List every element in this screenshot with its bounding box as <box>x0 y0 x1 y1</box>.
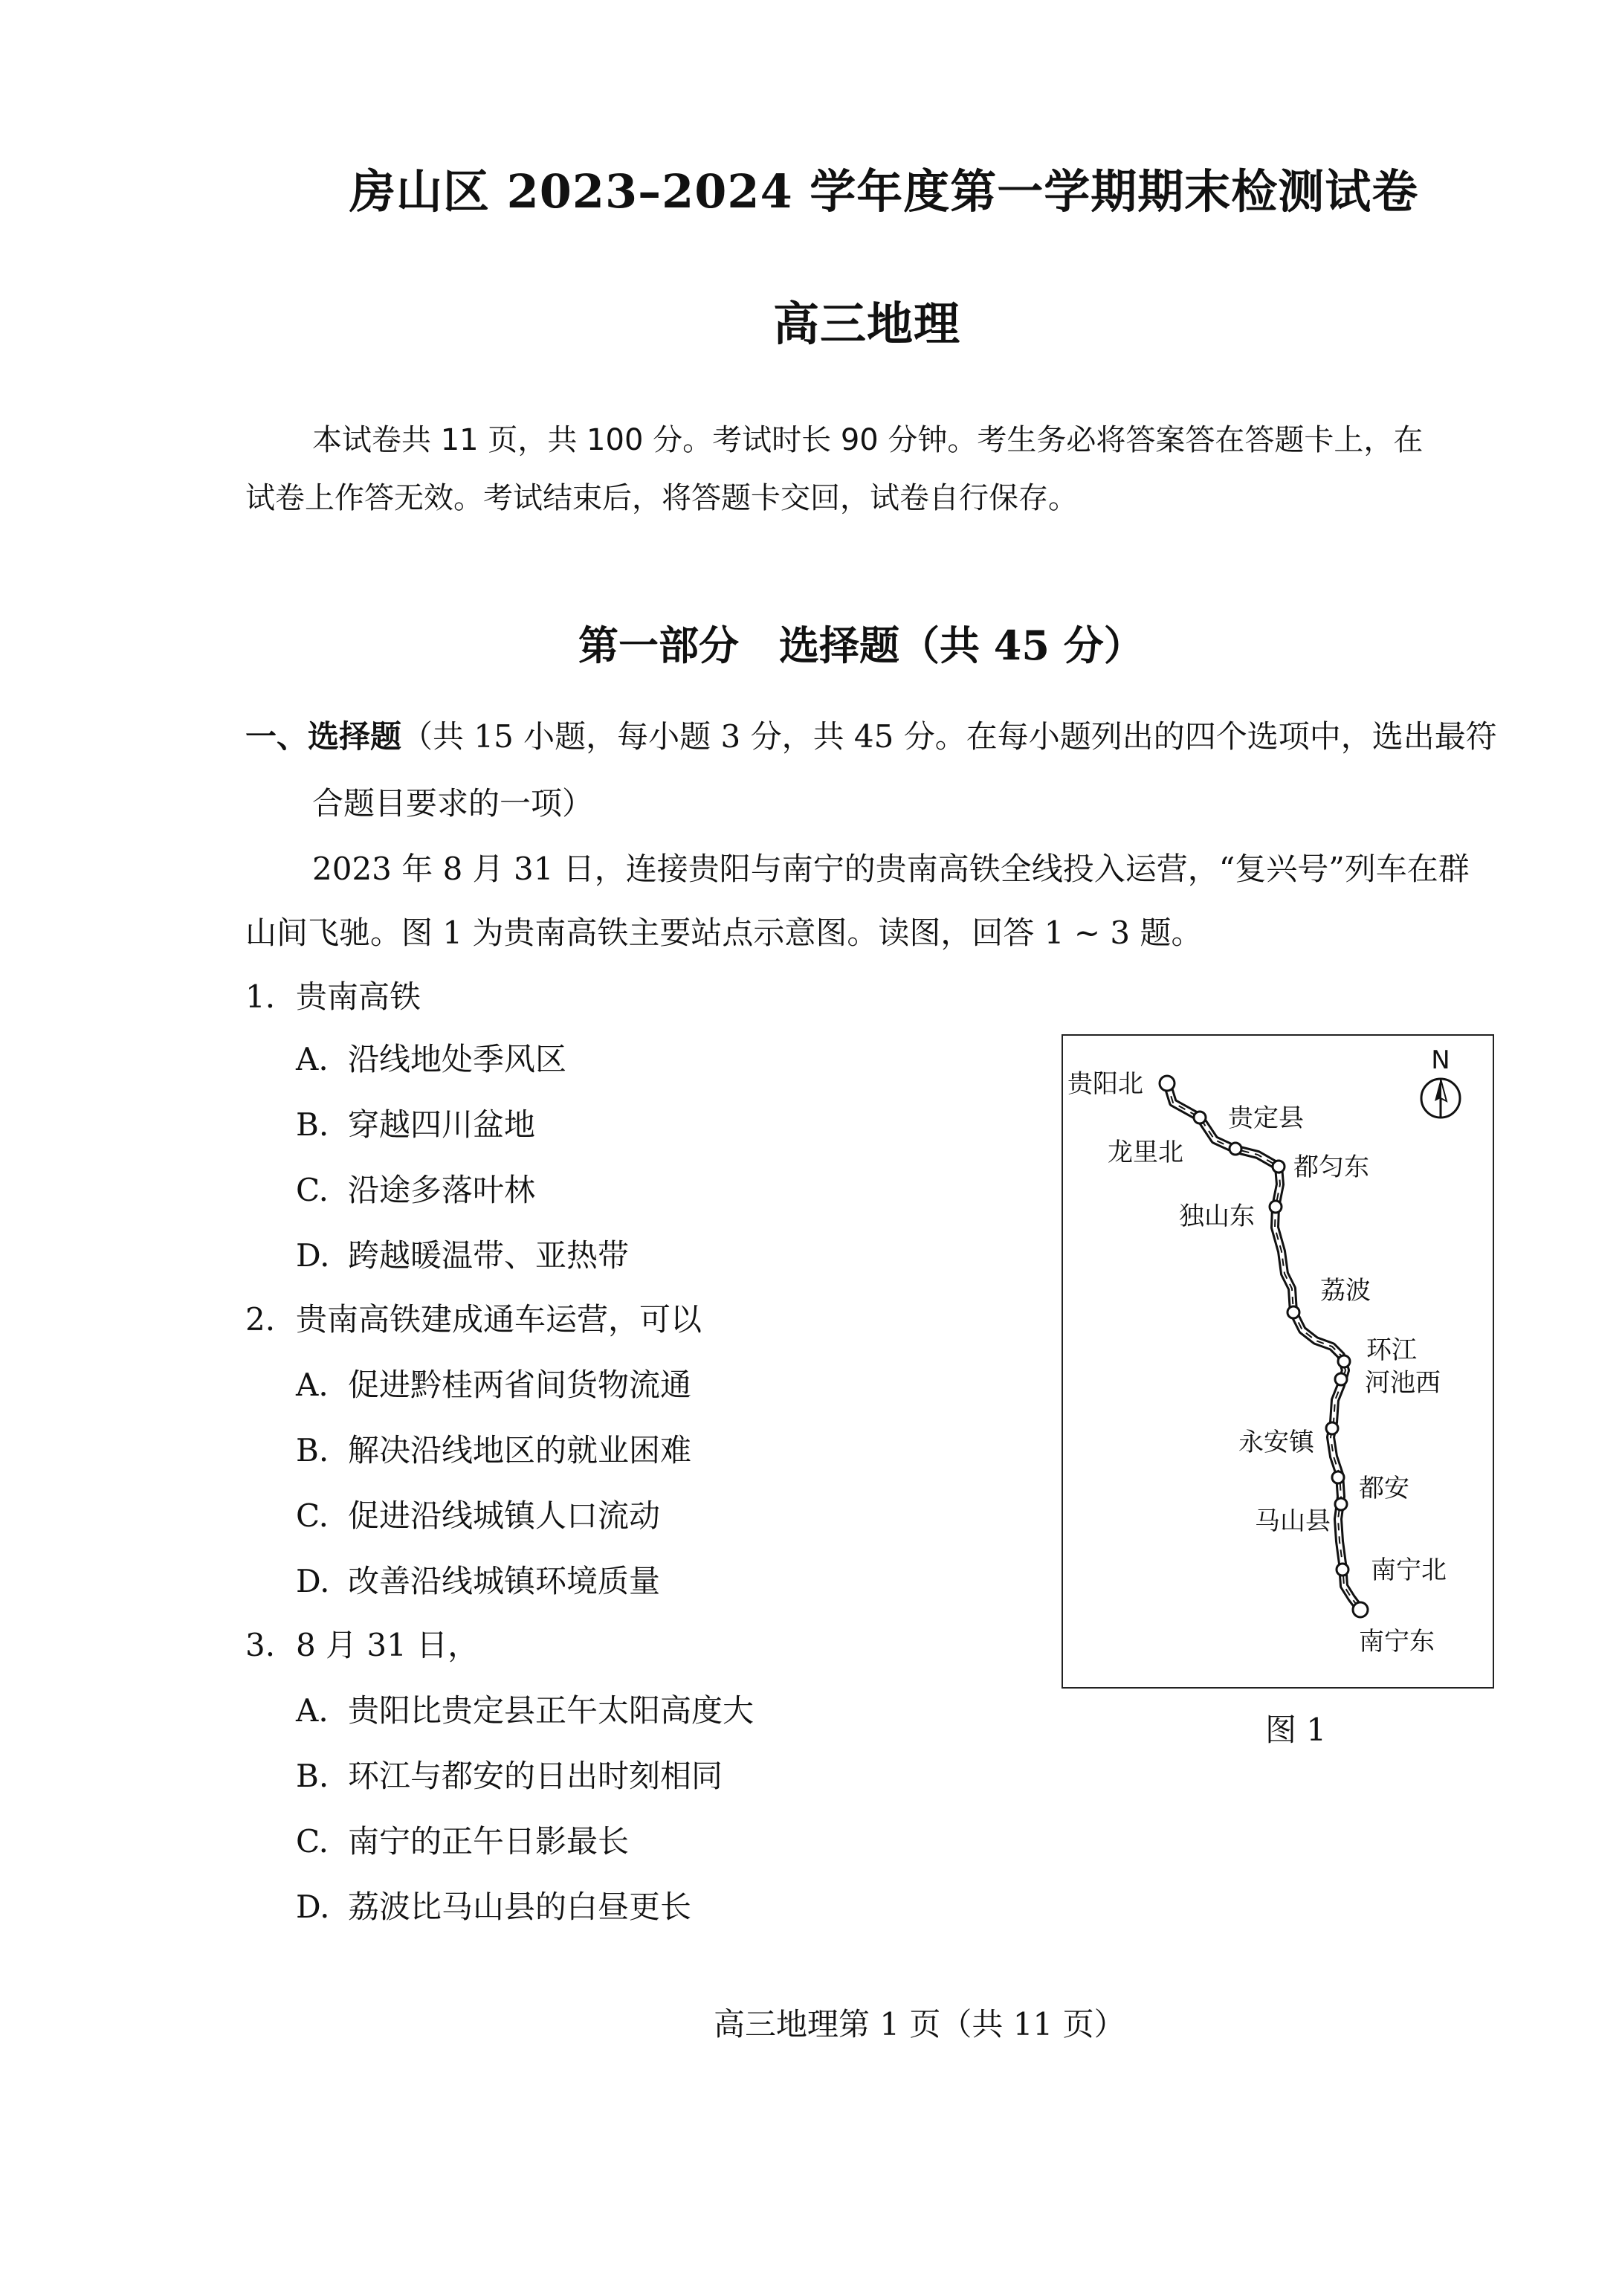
option-text: 改善沿线城镇环境质量 <box>348 1563 661 1599</box>
option-text: 沿线地处季风区 <box>348 1041 567 1077</box>
station-label: 贵定县 <box>1228 1103 1304 1133</box>
question-1-option-c[interactable] <box>296 1166 535 1210</box>
option-letter: D. <box>296 1563 330 1599</box>
station-marker-hechixi <box>1335 1373 1347 1385</box>
railway-map-figure <box>1062 1034 1494 1689</box>
option-text: 跨越暖温带、亚热带 <box>348 1237 630 1274</box>
option-letter: B. <box>296 1106 329 1143</box>
station-label: 环江 <box>1366 1335 1417 1365</box>
figure-caption: 图 1 <box>1265 1712 1327 1748</box>
passage-line-1: 2023 年 8 月 31 日，连接贵阳与南宁的贵南高铁全线投入运营，“复兴号”列车在群 <box>312 851 1470 887</box>
question-text: 8 月 31 日， <box>296 1627 479 1663</box>
option-text: 环江与都安的日出时刻相同 <box>348 1758 723 1794</box>
option-text: 解决沿线地区的就业困难 <box>348 1432 692 1468</box>
station-label: 贵阳北 <box>1067 1069 1143 1099</box>
station-marker-huanjiang <box>1338 1355 1350 1367</box>
option-letter: C. <box>296 1497 329 1534</box>
station-label: 都安 <box>1359 1474 1409 1503</box>
option-text: 穿越四川盆地 <box>348 1106 536 1143</box>
question-text: 贵南高铁 <box>296 978 421 1015</box>
option-text: 南宁的正午日影最长 <box>348 1823 630 1860</box>
station-marker-yonganzhen <box>1326 1422 1338 1434</box>
option-letter: B. <box>296 1432 329 1468</box>
subject-title: 高三地理 <box>773 297 961 351</box>
question-1-option-d[interactable] <box>296 1231 629 1276</box>
station-marker-duan <box>1332 1471 1344 1483</box>
question-3-option-a[interactable] <box>296 1686 754 1731</box>
question-number: 3. <box>245 1627 276 1663</box>
question-1-stem <box>245 973 421 1017</box>
option-text: 促进沿线城镇人口流动 <box>348 1497 661 1534</box>
section-description-line-1 <box>245 712 1497 757</box>
option-text: 沿途多落叶林 <box>348 1172 536 1208</box>
station-label: 河池西 <box>1365 1368 1441 1398</box>
station-marker-mashanxian <box>1335 1498 1347 1510</box>
question-2-option-a[interactable] <box>296 1361 691 1405</box>
question-number: 1. <box>245 978 276 1015</box>
station-marker-longlibei <box>1230 1143 1241 1155</box>
option-letter: B. <box>296 1758 329 1794</box>
station-marker-guidingxian <box>1194 1112 1206 1123</box>
station-label: 南宁东 <box>1359 1627 1435 1657</box>
option-text: 促进黔桂两省间货物流通 <box>348 1367 692 1403</box>
section-label: 一、选择题 <box>245 718 402 755</box>
instructions-line-2: 试卷上作答无效。考试结束后，将答题卡交回，试卷自行保存。 <box>245 481 1078 515</box>
question-2-option-b[interactable] <box>296 1426 691 1471</box>
option-letter: D. <box>296 1237 330 1274</box>
question-text: 贵南高铁建成通车运营，可以 <box>296 1301 702 1338</box>
question-3-option-c[interactable] <box>296 1817 629 1862</box>
station-label: 独山东 <box>1179 1202 1255 1231</box>
station-label: 都匀东 <box>1293 1152 1369 1182</box>
part-heading: 第一部分 选择题（共 45 分） <box>578 622 1144 669</box>
section-desc: （共 15 小题，每小题 3 分，共 45 分。在每小题列出的四个选项中，选出最符 <box>401 718 1497 755</box>
station-label: 南宁北 <box>1371 1555 1447 1585</box>
option-text: 贵阳比贵定县正午太阳高度大 <box>348 1692 755 1729</box>
question-1-option-b[interactable] <box>296 1100 535 1145</box>
question-2-option-d[interactable] <box>296 1557 660 1602</box>
station-marker-duyundong <box>1273 1161 1285 1173</box>
station-marker-nanningbei <box>1337 1564 1348 1576</box>
instructions-line-1: 本试卷共 11 页，共 100 分。考试时长 90 分钟。考生务必将答案答在答题卡上，在 <box>312 423 1424 457</box>
option-letter: A. <box>296 1367 329 1403</box>
question-3-option-b[interactable] <box>296 1752 723 1796</box>
option-text: 荔波比马山县的白昼更长 <box>348 1889 692 1925</box>
question-2-stem <box>245 1295 702 1340</box>
compass-icon <box>1421 1045 1460 1118</box>
option-letter: D. <box>296 1889 330 1925</box>
option-letter: A. <box>296 1041 329 1077</box>
station-marker-nanningdong <box>1353 1602 1368 1617</box>
station-label: 龙里北 <box>1108 1138 1183 1167</box>
station-marker-guiyangbei <box>1160 1076 1175 1091</box>
passage-line-2: 山间飞驰。图 1 为贵南高铁主要站点示意图。读图，回答 1 ~ 3 题。 <box>245 915 1203 951</box>
option-letter: C. <box>296 1172 329 1208</box>
question-3-option-d[interactable] <box>296 1883 691 1927</box>
railway-map <box>1063 1036 1493 1687</box>
page-footer: 高三地理第 1 页（共 11 页） <box>714 2006 1125 2042</box>
station-marker-libo <box>1287 1306 1299 1318</box>
station-label: 荔波 <box>1320 1276 1371 1306</box>
station-label: 永安镇 <box>1238 1428 1314 1457</box>
question-2-option-c[interactable] <box>296 1492 660 1536</box>
option-letter: C. <box>296 1823 329 1860</box>
option-letter: A. <box>296 1692 329 1729</box>
exam-title: 房山区 2023–2024 学年度第一学期期末检测试卷 <box>349 164 1419 219</box>
station-label: 马山县 <box>1255 1506 1331 1536</box>
station-marker-dushandong <box>1270 1201 1282 1213</box>
question-1-option-a[interactable] <box>296 1035 566 1080</box>
question-3-stem <box>245 1621 479 1665</box>
question-number: 2. <box>245 1301 276 1338</box>
section-description-line-2: 合题目要求的一项） <box>312 785 594 822</box>
north-label: N <box>1431 1045 1450 1075</box>
